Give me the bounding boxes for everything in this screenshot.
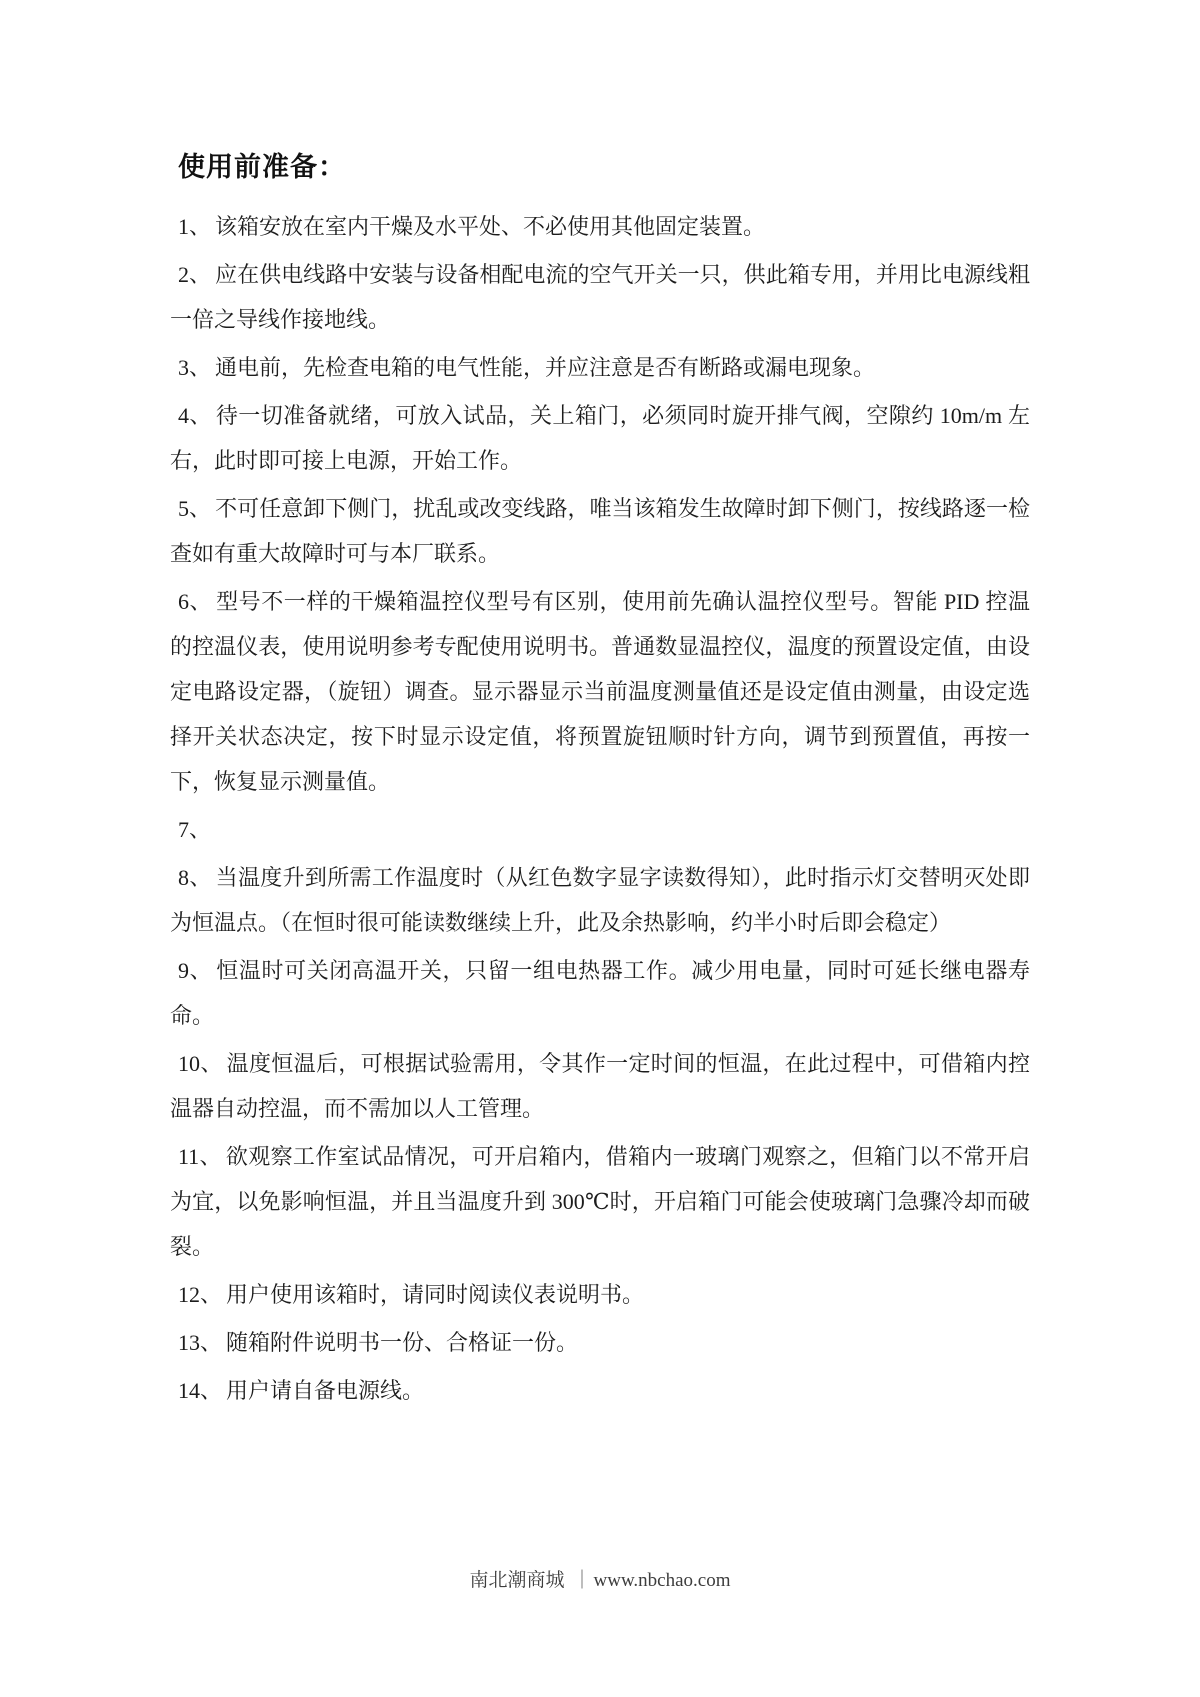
instruction-item [170, 393, 1030, 483]
item-text: 温度恒温后，可根据试验需用，令其作一定时间的恒温，在此过程中，可借箱内控温器自动控温，而不需加以人工管理。 [170, 1051, 1030, 1121]
item-text: 该箱安放在室内干燥及水平处、不必使用其他固定装置。 [215, 214, 766, 239]
instruction-item [170, 204, 1030, 249]
instruction-item [170, 1134, 1030, 1269]
instruction-item [170, 1041, 1030, 1131]
instruction-item [170, 855, 1030, 945]
instruction-item [170, 1272, 1030, 1317]
item-number: 11、 [178, 1144, 222, 1169]
footer-separator: ｜ [572, 1570, 592, 1591]
item-text: 用户使用该箱时，请同时阅读仪表说明书。 [226, 1282, 645, 1307]
item-number: 2、 [178, 262, 212, 287]
item-number: 10、 [178, 1051, 223, 1076]
item-text: 不可任意卸下侧门，扰乱或改变线路，唯当该箱发生故障时卸下侧门，按线路逐一检查如有重大故障时可与本厂联系。 [170, 496, 1030, 566]
item-number: 12、 [178, 1282, 223, 1307]
item-number: 7、 [178, 817, 212, 842]
item-number: 9、 [178, 958, 213, 983]
item-number: 14、 [178, 1378, 223, 1403]
footer-site-name: 南北潮商城 [469, 1570, 565, 1591]
item-text: 当温度升到所需工作温度时（从红色数字显字读数得知），此时指示灯交替明灭处即为恒温点。（在恒时很可能读数继续上升，此及余热影响，约半小时后即会稳定） [170, 865, 1030, 935]
item-number: 3、 [178, 355, 212, 380]
item-number: 6、 [178, 589, 213, 614]
item-text: 欲观察工作室试品情况，可开启箱内，借箱内一玻璃门观察之，但箱门以不常开启为宜，以免影响恒温，并且当温度升到 300℃时，开启箱门可能会使玻璃门急骤冷却而破裂。 [170, 1144, 1030, 1259]
item-number: 13、 [178, 1330, 223, 1355]
item-number: 8、 [178, 865, 212, 890]
footer-site-url: www.nbchao.com [593, 1570, 731, 1591]
item-text: 恒温时可关闭高温开关，只留一组电热器工作。减少用电量，同时可延长继电器寿命。 [170, 958, 1030, 1028]
item-number: 1、 [178, 214, 212, 239]
instruction-item [170, 486, 1030, 576]
item-number: 4、 [178, 403, 212, 428]
instruction-item [170, 252, 1030, 342]
page-footer [0, 1565, 1200, 1592]
item-text: 随箱附件说明书一份、合格证一份。 [226, 1330, 579, 1355]
item-number: 5、 [178, 496, 212, 521]
instruction-item [170, 807, 1030, 852]
item-text: 用户请自备电源线。 [226, 1378, 425, 1403]
instruction-item [170, 579, 1030, 804]
instruction-item [170, 345, 1030, 390]
instruction-list [170, 204, 1030, 1413]
instruction-item [170, 1368, 1030, 1413]
item-text: 应在供电线路中安装与设备相配电流的空气开关一只，供此箱专用，并用比电源线粗一倍之导线作接地线。 [170, 262, 1030, 332]
item-text: 待一切准备就绪，可放入试品，关上箱门，必须同时旋开排气阀，空隙约 10m/m 左右，此时即可接上电源，开始工作。 [170, 403, 1030, 473]
document-title: 使用前准备： [178, 152, 346, 182]
item-text: 通电前，先检查电箱的电气性能，并应注意是否有断路或漏电现象。 [215, 355, 876, 380]
instruction-item [170, 948, 1030, 1038]
instruction-item [170, 1320, 1030, 1365]
item-text: 型号不一样的干燥箱温控仪型号有区别，使用前先确认温控仪型号。智能 PID 控温的控温仪表，使用说明参考专配使用说明书。普通数显温控仪，温度的预置设定值，由设定电路设定器，（旋钮）调查。显示器显示当前温度测量值还是设定值由测量，由设定选择开关状态决定，按下时显示设定值，将预置旋钮顺时针方向，调节到预置值，再按一下，恢复显示测量值。 [170, 589, 1030, 794]
